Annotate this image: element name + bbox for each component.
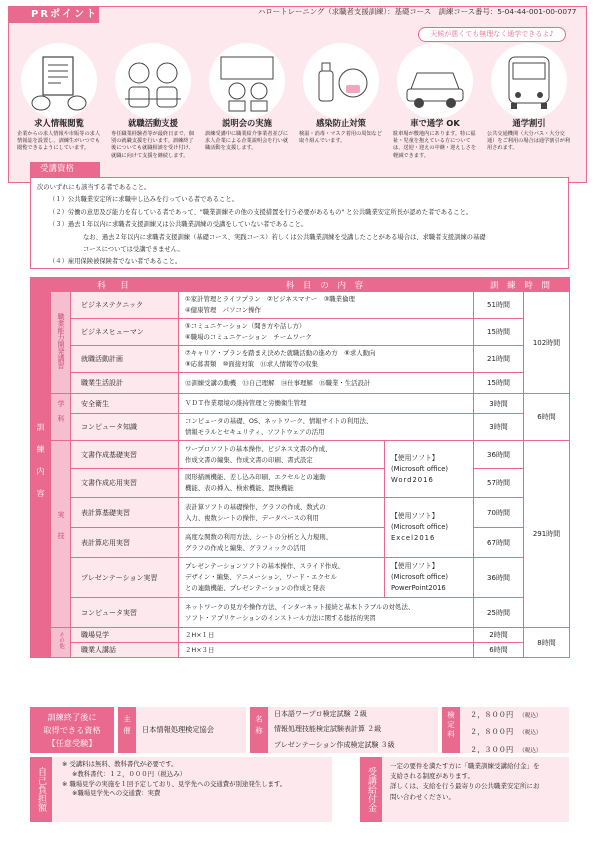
- subject-hours: 36時間: [474, 441, 524, 469]
- table-row: [31, 441, 570, 469]
- header-hours: 訓 練 時 間: [474, 278, 570, 292]
- total-other: 8時間: [524, 628, 570, 658]
- software-word: 【使用ソフト】 (Microsoft office) Word2016: [385, 441, 474, 498]
- briefing-icon: [209, 43, 285, 119]
- subject-content: ネットワークの見方や操作方法、インターネット接続と基本トラブルの対処法、 ソフト・アプリケーションのインストール方法に関する総括的実習: [179, 598, 474, 628]
- subject-name: 文書作成応用実習: [71, 469, 179, 498]
- subject-hours: 25時間: [474, 598, 524, 628]
- table-row: [31, 498, 570, 528]
- self-pay-line: ※教科書代：１２，０００円（税込み）: [72, 769, 186, 778]
- table-row: [31, 319, 570, 346]
- subject-content: 高度な関数の利用方法、シートの分析と入力規則、 グラフの作成と編集、グラフィックの活用: [179, 528, 385, 558]
- subject-name: 表計算応用実習: [71, 528, 179, 558]
- pr-item-title: 説明会の実施: [222, 118, 272, 128]
- subject-name: ビジネステクニック: [71, 292, 179, 319]
- bus-icon: [491, 43, 567, 119]
- subject-content: ２H×１日: [179, 628, 474, 643]
- exam-fee: ２，８００円: [470, 710, 514, 719]
- pr-item-title: 求人情報閲覧: [34, 118, 84, 128]
- subject-name: 職場見学: [71, 628, 179, 643]
- benefit-label: 受講給付金: [360, 757, 382, 822]
- pr-item-desc: 訓練受講中に職業紹介事業者並びに求人企業による企業説明会を行い就職活動を支援します。: [205, 131, 289, 152]
- subject-content: ⑤コミュニケーション（聞き方や話し方） ⑥職場のコミュニケーション チームワーク: [179, 319, 474, 346]
- pr-item-desc: 専任職業経験者等が最終日まで、個別の就職支援を行います。訓練終了後についても就職相談を受け付け、就職に向けて支援を継続します。: [111, 131, 194, 159]
- organizer-label: 主催: [118, 707, 136, 753]
- subject-name: 文書作成基礎実習: [71, 441, 179, 469]
- pr-item-desc: 駐車場が敷地内にあります。特に福祉・児童を抱えている方については、送迎・迎えの中継・迎えしさを軽減できます。: [393, 131, 477, 159]
- self-pay-box: [52, 757, 332, 822]
- subject-content: ２H×３日: [179, 643, 474, 658]
- subject-hours: 67時間: [474, 528, 524, 558]
- subject-name: プレゼンテーション実習: [71, 558, 179, 598]
- subject-hours: 3時間: [474, 394, 524, 414]
- subject-hours: 70時間: [474, 498, 524, 528]
- header-subject: 科 目: [51, 278, 179, 292]
- table-row: [31, 643, 570, 658]
- subject-hours: 51時間: [474, 292, 524, 319]
- pr-item-title: 就職活動支援: [128, 118, 178, 128]
- pr-title: PRポイント: [9, 7, 99, 23]
- subject-hours: 36時間: [474, 558, 524, 598]
- pr-item-desc: 企業からの求人情報や市販等の求人情報誌を設置し、訓練生がいつでも閲覧できるようにしています。: [17, 131, 101, 152]
- group-vocational: 職業能力開発講習: [51, 292, 71, 394]
- qualification-box: [30, 177, 569, 269]
- subject-content: ⑦キャリア・プランを踏まえ決めた就職活動の進め方 ⑧求人動向 ⑨応募書類 ⑩面接対策 ⑪求人情報等の収集: [179, 346, 474, 373]
- subject-content: ⑫訓練受講の動機 ⑬自己理解 ⑭仕事理解 ⑮職業・生活設計: [179, 373, 474, 394]
- exam-fee: ２，８００円: [470, 727, 514, 737]
- table-row: [31, 394, 570, 414]
- subject-hours: 15時間: [474, 319, 524, 346]
- total-practical: 291時間: [524, 441, 570, 628]
- group-academic: 学科: [51, 394, 71, 441]
- subject-hours: 2時間: [474, 628, 524, 643]
- self-pay-line: ※ 受講料は無料、教科書代が必要です。: [62, 760, 178, 768]
- subject-name: 安全衛生: [71, 394, 179, 414]
- table-row: [31, 414, 570, 441]
- group-other: その他: [51, 628, 71, 658]
- job-support-icon: [115, 43, 191, 119]
- pr-item-desc: 検温・消毒・マスク着用の周知など取り組んでいます。: [299, 131, 383, 145]
- qualification-line: （１）公共職業安定所に求職申し込みを行っている者であること。: [49, 196, 238, 204]
- pr-item-title: 感染防止対策: [316, 118, 366, 128]
- subject-content: プレゼンテーションソフトの基本操作、スライド作成、 デザイン・編集、アニメーション、ワード・エクセル との連動機能、プレゼンテーションの作成と発表: [179, 558, 385, 598]
- exam-fee-label: 検定料: [442, 707, 460, 753]
- exam-name: 情報処理技能検定試験表計算 ２級: [274, 725, 382, 734]
- table-row: [31, 528, 570, 558]
- subject-hours: 57時間: [474, 469, 524, 498]
- subject-hours: 21時間: [474, 346, 524, 373]
- pr-item-infection: [295, 37, 387, 185]
- pr-item-title: 車で通学 OK: [410, 118, 460, 128]
- subject-name: コンピュータ知識: [71, 414, 179, 441]
- self-pay-line: ※職場見学先への交通費：実費: [72, 789, 161, 798]
- subject-hours: 3時間: [474, 414, 524, 441]
- subject-content: ①家計管理とライフプラン ②ビジネスマナー ③職業倫理 ④健康管理 パソコン操作: [179, 292, 474, 319]
- self-pay-line: ※ 職場見学の実施を１回予定しており、見学先への交通費が別途発生します。: [62, 779, 287, 788]
- pr-banner: 天候が悪くても無理なく通学できるよ♪: [418, 27, 566, 42]
- car-icon: [397, 43, 473, 119]
- subject-content: 表計算ソフトの基礎操作、グラフの作成、数式の 入力、複数シートの操作、データベースの利用: [179, 498, 385, 528]
- pr-item-desc: 公共交通機関（大分バス・大分交通）をご利用の場合は通学割引が利用されます。: [487, 131, 571, 152]
- organizer-name: 日本情報処理検定協会: [136, 707, 246, 753]
- table-row: [31, 628, 570, 643]
- exam-names: [268, 707, 438, 753]
- subject-content: ＶＤＴ作業環境の維持管理と労働衛生管理: [179, 394, 474, 414]
- infection-control-icon: [303, 43, 379, 119]
- pr-item-briefing: [201, 37, 293, 185]
- qualification-title: 受講資格: [30, 162, 100, 177]
- exam-label: 訓練終了後に 取得できる資格 【任意受験】: [30, 707, 114, 753]
- pr-item-job-support: [107, 37, 199, 185]
- benefit-line: 問い合わせください。: [390, 792, 455, 801]
- pr-item-car: [389, 37, 481, 185]
- subject-name: 表計算基礎実習: [71, 498, 179, 528]
- exam-fee: ２，３００円: [470, 744, 514, 754]
- subject-name: 職業生活設計: [71, 373, 179, 394]
- group-practical: 実技: [51, 441, 71, 628]
- qualification-line: コースについては受講できません。: [83, 246, 184, 254]
- total-academic: 6時間: [524, 394, 570, 441]
- exam-name: プレゼンテーション作成検定試験 ３級: [274, 740, 395, 749]
- software-excel: 【使用ソフト】 (Microsoft office) Excel2016: [385, 498, 474, 558]
- total-vocational: 102時間: [524, 292, 570, 394]
- subject-content: ワープロソフトの基本操作、ビジネス文書の作成、 作成文書の編集、作成文書の印刷、書式設定: [179, 441, 385, 469]
- qualification-line: （２）労働の意思及び能力を有している者であって、"職業訓練その他の支援措置を行う必要があるもの" と公共職業安定所長が認めた者であること。: [49, 208, 473, 216]
- curriculum-table: [30, 277, 570, 658]
- course-header-info: ハロートレーニング（求職者支援訓練）：基礎コース 訓練コース番号：5-04-44-001-00-0077: [258, 7, 577, 16]
- benefit-line: 一定の要件を満たす方に「職業訓練受講給付金」を: [390, 762, 540, 770]
- benefit-line: 詳しくは、支給を行う最寄りの公共職業安定所にお: [390, 782, 540, 791]
- pr-item-bus: [483, 37, 575, 185]
- table-row: [31, 598, 570, 628]
- software-powerpoint: 【使用ソフト】 (Microsoft office) PowerPoint2016: [385, 558, 474, 598]
- subject-content: コンピュータの基礎、OS、ネットワーク、情報サイトの利用法、 情報モラルとセキュリティ、ソフトウェアの活用: [179, 414, 474, 441]
- table-row: [31, 373, 570, 394]
- qualification-line: （３）過去１年以内に求職者支援訓練又は公共職業訓練の受講をしていない者であること。: [49, 221, 308, 229]
- exam-section: [30, 707, 569, 753]
- benefit-box: [382, 757, 569, 822]
- pr-item-title: 通学割引: [512, 118, 546, 128]
- subject-name: ビジネスヒューマン: [71, 319, 179, 346]
- subject-content: 図形描画機能、差し込み印刷、エクセルとの連動 機能、表の挿入、検索機能、置換機能: [179, 469, 385, 498]
- subject-hours: 6時間: [474, 643, 524, 658]
- job-listing-icon: [21, 43, 97, 119]
- pr-section: [8, 6, 587, 183]
- exam-name-label: 名称: [250, 707, 268, 753]
- exam-fees: ２，８００円 （税込） ２，８００円 （税込） ２，３００円 （税込）: [460, 707, 569, 753]
- table-row: [31, 558, 570, 598]
- table-row: [31, 469, 570, 498]
- subject-name: コンピュータ実習: [71, 598, 179, 628]
- curriculum-side-label: 訓練内容: [31, 278, 51, 658]
- qualification-line: （４）雇用保険被保険者でない者であること。: [49, 258, 182, 266]
- header-content: 科 目 の 内 容: [179, 278, 474, 292]
- qualification-line: なお、過去２年以内に求職者支援訓練（基礎コース、実践コース）若しくは公共職業訓練を受講したことがある場合は、求職者支援訓練の基礎: [83, 233, 486, 241]
- subject-name: 就職活動計画: [71, 346, 179, 373]
- subject-name: 職業人講話: [71, 643, 179, 658]
- exam-name: 日本語ワープロ検定試験 ２級: [274, 710, 367, 718]
- self-pay-label: 自己負担額: [30, 757, 52, 822]
- table-row: [31, 292, 570, 319]
- benefit-line: 支給される制度があります。: [390, 772, 474, 781]
- qualification-line: 次のいずれにも該当する者であること。: [37, 184, 151, 191]
- subject-hours: 15時間: [474, 373, 524, 394]
- table-row: [31, 346, 570, 373]
